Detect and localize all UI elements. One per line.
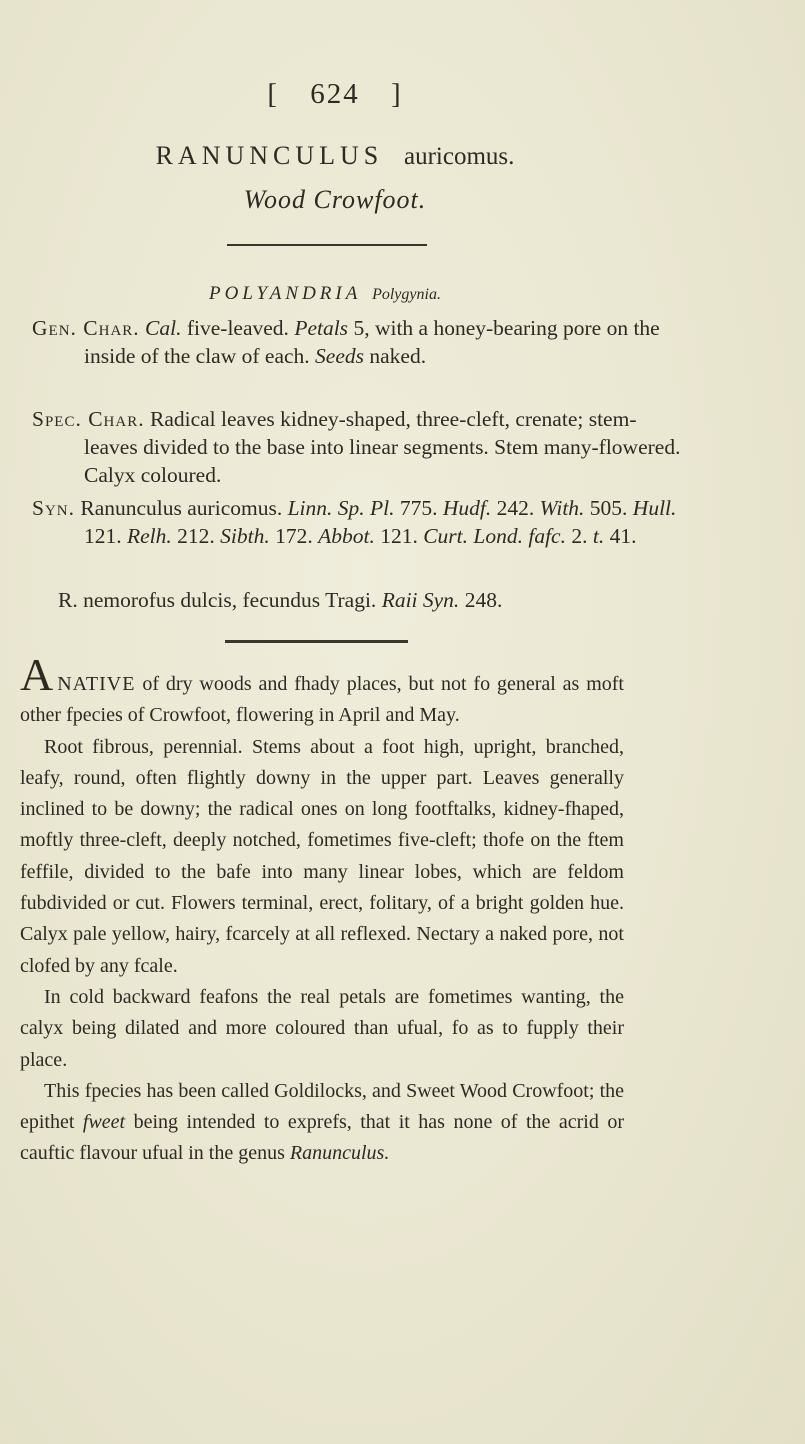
- text-run: Raii Syn.: [381, 588, 460, 612]
- order-name: Polygynia.: [372, 286, 441, 303]
- text-run: Abbot.: [318, 524, 375, 548]
- text-run: With.: [539, 496, 585, 520]
- text-run: naked.: [363, 344, 427, 368]
- paragraph-morphology: Root fibrous, perennial. Stems about a foot high, upright, branched, leafy, round, often flightly downy in the upper part. Leaves generally inclined to be downy; the radical ones on long footftalks, kidney-fhaped, moftly three-cleft, deeply notched, fometimes five-cleft; thofe on the ftem feffile, divided to the bafe into many linear lobes, which are feldom fubdivided or cut. Flowers terminal, erect, folitary, of a bright golden hue. Calyx pale yellow, hairy, fcarcely at all reflexed. Nectary a naked pore, not clofed by any fcale.: [20, 735, 624, 977]
- bracket-left: [: [267, 78, 279, 110]
- bracket-right: ]: [391, 78, 403, 110]
- paragraph-seasonal: In cold backward feafons the real petals are fometimes wanting, the calyx being dilated and more coloured than ufual, fo as to fupply their place.: [20, 985, 624, 1071]
- text-run: Relh.: [127, 524, 172, 548]
- species-epithet: auricomus.: [404, 143, 515, 170]
- opening-word: NATIVE: [57, 673, 136, 695]
- description-body: [20, 649, 624, 1170]
- text-run: Hudf.: [442, 496, 492, 520]
- text-run: 121.: [374, 524, 424, 548]
- text-run: Curt. Lond. fafc.: [423, 524, 566, 548]
- gen-char-text: [84, 316, 660, 368]
- linnaean-classification: [0, 283, 650, 305]
- gen-char-label: Gen. Char.: [32, 316, 140, 340]
- text-run: t.: [592, 524, 605, 548]
- species-title: [0, 140, 670, 171]
- text-run: 242.: [491, 496, 540, 520]
- text-run: Petals: [294, 316, 349, 340]
- text-run: 212.: [171, 524, 221, 548]
- genus-name: RANUNCULUS: [155, 141, 384, 170]
- text-run: being intended to exprefs, that it has none of the acrid or cauftic flavour ufual in the genus: [20, 1111, 624, 1165]
- text-run: R. nemorofus dulcis, fecundus Tragi.: [58, 588, 382, 612]
- text-run: Sibth.: [220, 524, 270, 548]
- page-number-value: 624: [310, 78, 360, 110]
- text-run: Hull.: [632, 496, 677, 520]
- text-run: Cal.: [145, 316, 182, 340]
- specific-character: [32, 405, 684, 489]
- text-run: This fpecies has been called Goldilocks, and Sweet Wood Crowfoot; the epithet: [20, 1079, 624, 1134]
- syn-label: Syn.: [32, 496, 75, 520]
- common-name: Wood Crowfoot.: [243, 185, 427, 214]
- paragraph-habitat-text: of dry woods and fhady places, but not fo general as moft other fpecies of Crowfoot, flowering in April and May.: [20, 673, 624, 727]
- text-run: 121.: [84, 524, 127, 548]
- drop-cap: A: [20, 649, 54, 700]
- synonym-secondary: [58, 586, 638, 614]
- section-divider: [225, 640, 408, 643]
- text-run: five-leaved.: [181, 316, 295, 340]
- text-run: 505.: [584, 496, 633, 520]
- text-run: 5, with a honey-bearing pore on the inside of the claw of each.: [84, 316, 660, 368]
- class-name: POLYANDRIA: [209, 283, 362, 304]
- text-run: Ranunculus.: [289, 1142, 390, 1165]
- paragraph-naming: [20, 1076, 624, 1170]
- text-run: 775.: [394, 496, 443, 520]
- paragraph-habitat: [20, 649, 624, 732]
- syn-text: [80, 496, 676, 548]
- text-run: fweet: [82, 1111, 126, 1134]
- text-run: Ranunculus auricomus.: [80, 496, 288, 520]
- spec-char-label: Spec. Char.: [32, 407, 145, 431]
- text-run: 2.: [565, 524, 593, 548]
- text-run: 172.: [269, 524, 319, 548]
- synonyms: [32, 494, 684, 550]
- spec-char-text: Radical leaves kidney-shaped, three-cleft, crenate; stem-leaves divided to the base into linear segments. Stem many-flowered. Calyx coloured.: [84, 407, 681, 487]
- text-run: 248.: [459, 588, 503, 612]
- page-number: [0, 78, 670, 111]
- generic-character: [32, 314, 684, 370]
- text-run: 41.: [604, 524, 637, 548]
- title-divider: [227, 244, 427, 246]
- text-run: Linn. Sp. Pl.: [287, 496, 395, 520]
- text-run: Seeds: [315, 344, 364, 368]
